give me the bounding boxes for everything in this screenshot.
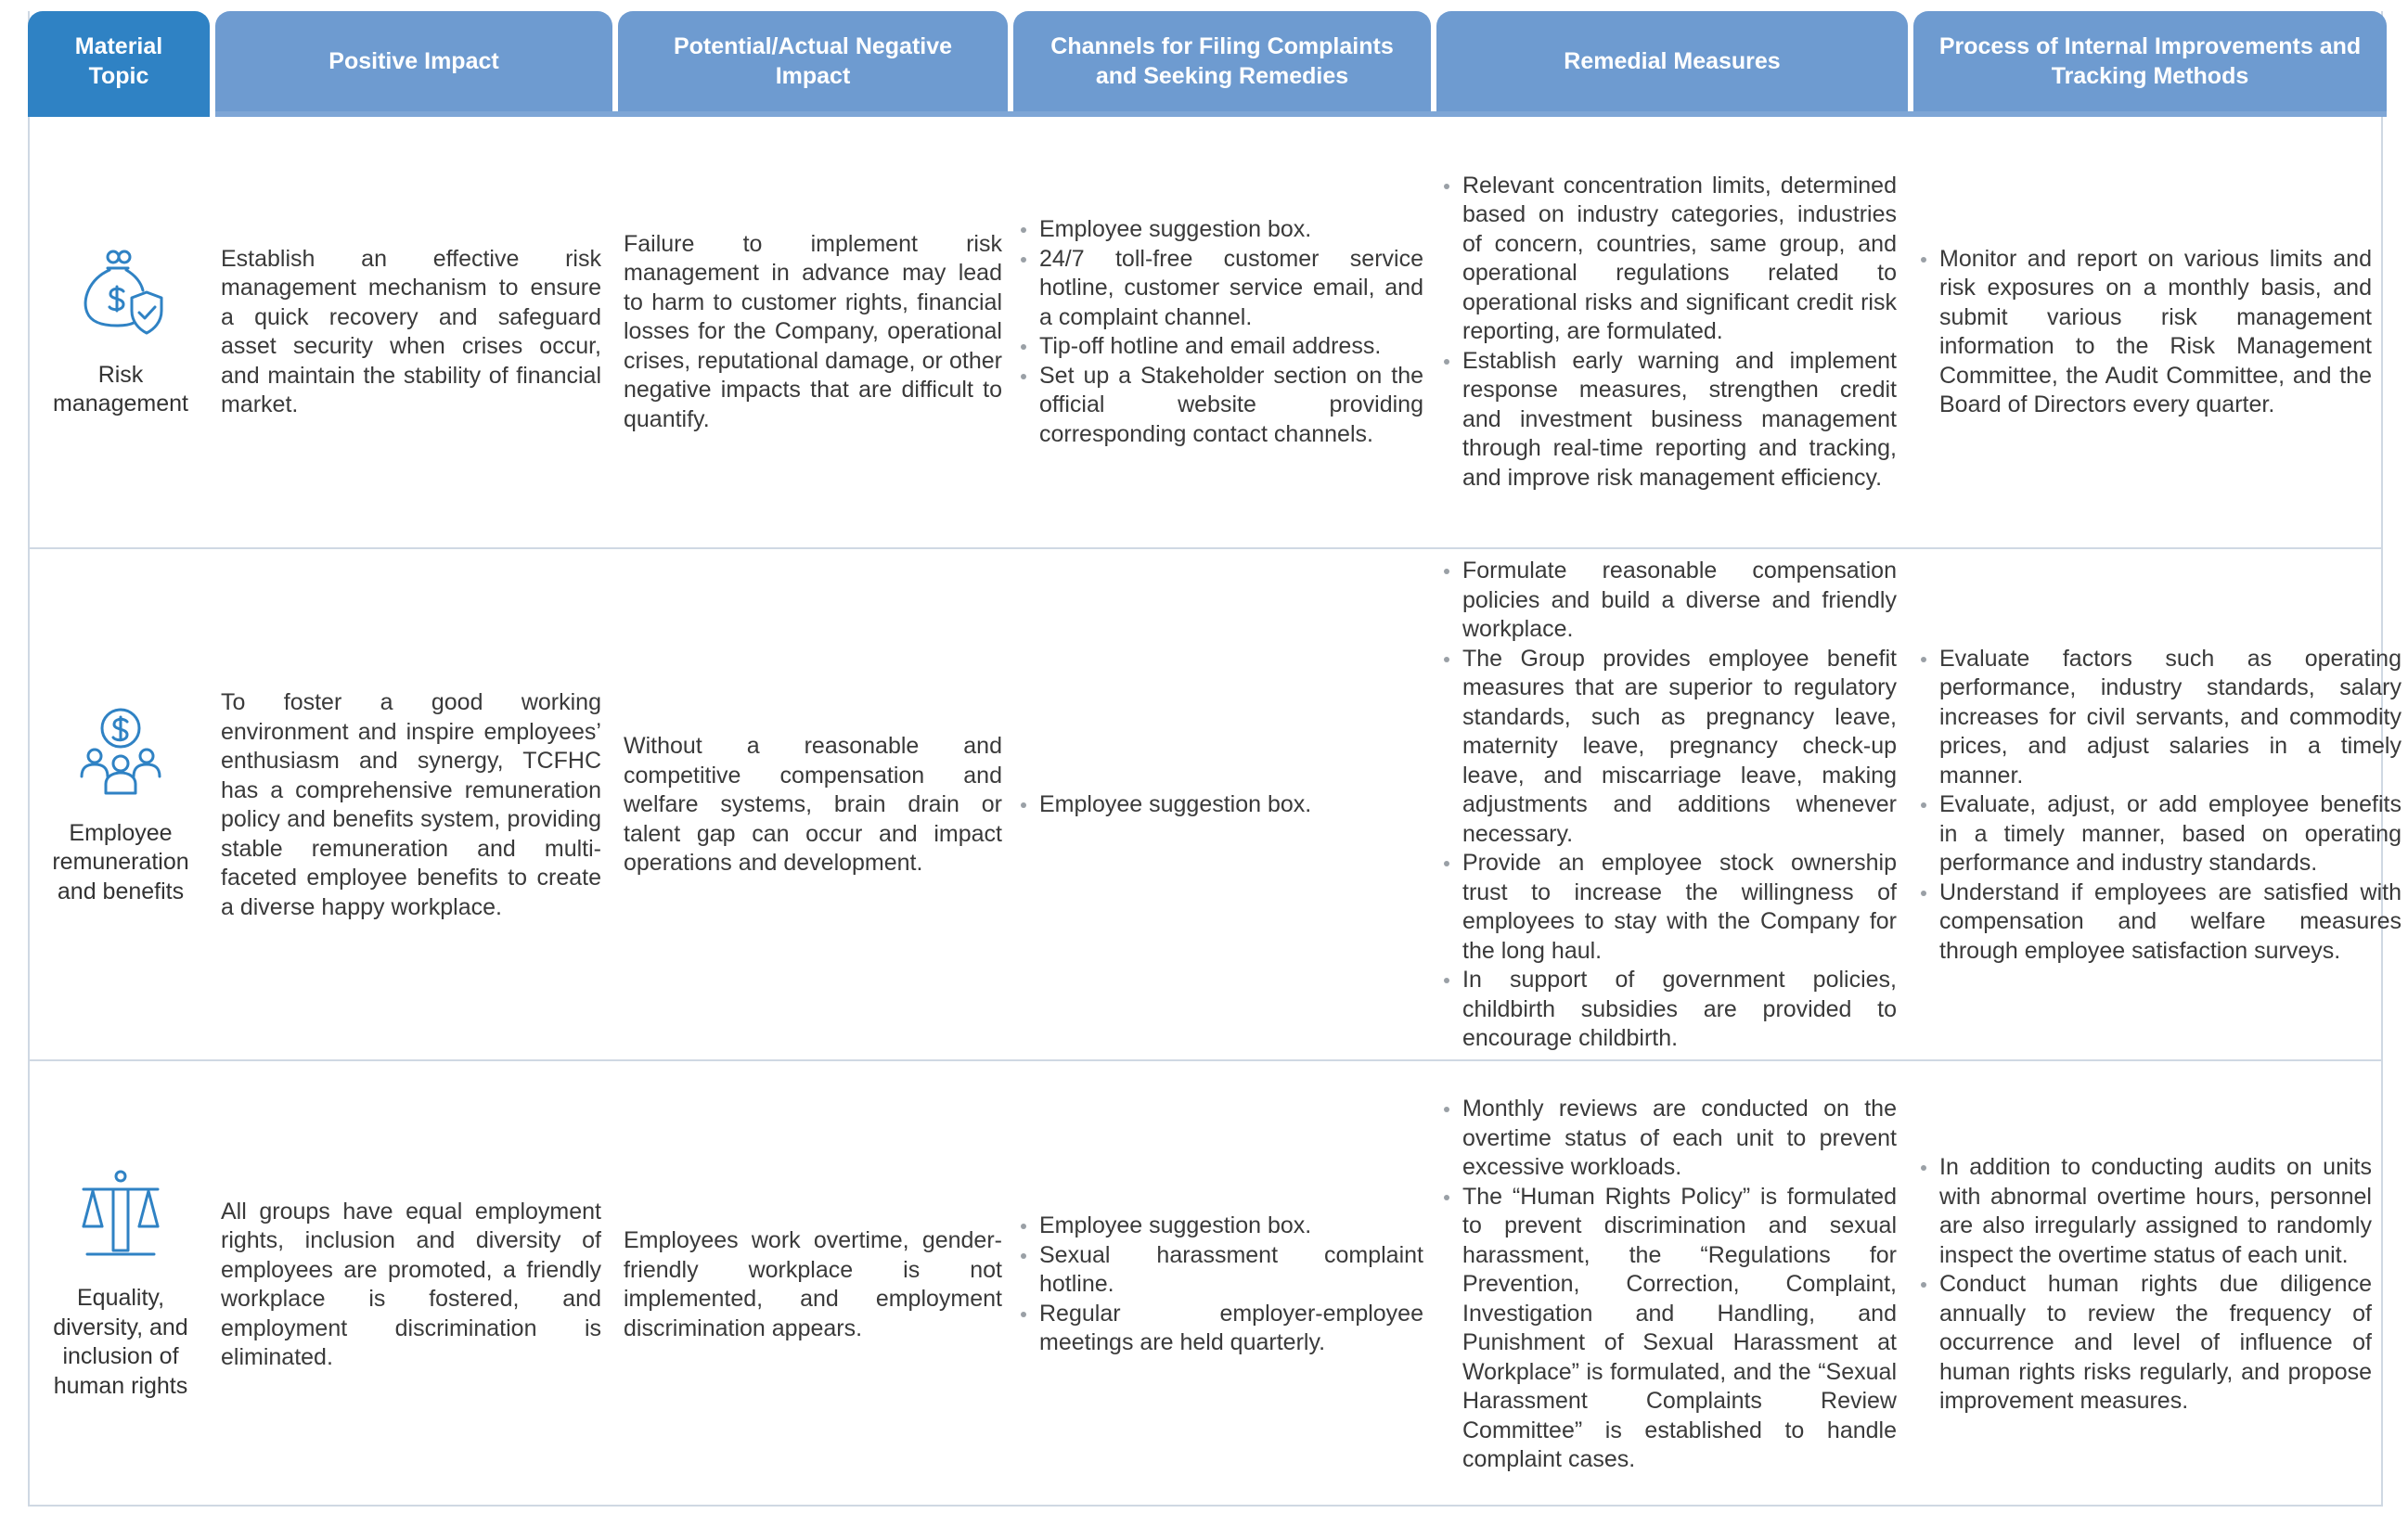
header-negative-impact: Potential/Actual Negative Impact bbox=[618, 11, 1008, 111]
header-positive-impact: Positive Impact bbox=[215, 11, 612, 111]
negative-impact-cell bbox=[624, 551, 1002, 1059]
list-item: Formulate reasonable compensation policies and build a diverse and friendly workplace. bbox=[1442, 557, 1897, 645]
tracking-list bbox=[1919, 245, 2372, 420]
list-item: Sexual harassment complaint hotline. bbox=[1019, 1241, 1423, 1300]
channels-cell bbox=[1019, 117, 1423, 547]
channels-cell bbox=[1019, 551, 1423, 1059]
balance-scale-icon bbox=[76, 1169, 165, 1262]
table-row bbox=[30, 1063, 2381, 1507]
positive-impact-cell bbox=[221, 117, 601, 547]
topic-label: Risk management bbox=[53, 361, 188, 417]
channels-cell bbox=[1019, 1063, 1423, 1507]
header-channels: Channels for Filing Complaints and Seeking Remedies bbox=[1013, 11, 1431, 111]
list-item: Employee suggestion box. bbox=[1019, 1212, 1423, 1241]
channels-list bbox=[1019, 215, 1423, 449]
remedial-cell bbox=[1442, 117, 1897, 547]
list-item: 24/7 toll-free customer service hotline, customer service email, and a complaint channel. bbox=[1019, 245, 1423, 333]
list-item: In support of government policies, childbirth subsidies are provided to encourage childbirth. bbox=[1442, 966, 1897, 1054]
negative-impact-text: Without a reasonable and competitive compensation and welfare systems, brain drain or talent gap can occur and impact operations and development. bbox=[624, 733, 1002, 877]
header-tracking-methods: Process of Internal Improvements and Tracking Methods bbox=[1913, 11, 2387, 111]
positive-impact-cell bbox=[221, 1063, 601, 1507]
employee-group-dollar-icon bbox=[76, 704, 165, 797]
remedial-list bbox=[1442, 172, 1897, 494]
material-topics-table bbox=[28, 11, 2402, 1507]
header-material-topic: Material Topic bbox=[28, 11, 210, 111]
list-item: Evaluate factors such as operating performance, industry standards, salary increases for civil servants, and commodity prices, and adjust salaries in a timely manner. bbox=[1919, 645, 2402, 791]
positive-impact-text: To foster a good working environment and inspire employees’ enthusiasm and synergy, TCFHC has a comprehensive remuneration policy and benefits system, providing stable remuneration and multi-faceted employee benefits to create a diverse happy workplace. bbox=[221, 689, 601, 920]
list-item: Understand if employees are satisfied with compensation and welfare measures through employee satisfaction surveys. bbox=[1919, 878, 2402, 967]
list-item: Conduct human rights due diligence annually to review the frequency of occurrence and level of influence of human rights risks regularly, and propose improvement measures. bbox=[1919, 1270, 2372, 1417]
list-item: In addition to conducting audits on units with abnormal overtime hours, personnel are also irregularly assigned to randomly inspect the overtime status of each unit. bbox=[1919, 1153, 2372, 1270]
positive-impact-text: All groups have equal employment rights, inclusion and diversity of employees are promoted, a friendly workplace is fostered, and employment discrimination is eliminated. bbox=[221, 1198, 601, 1370]
topic-label: Equality, diversity, and inclusion of human rights bbox=[53, 1285, 188, 1399]
tracking-cell bbox=[1919, 1063, 2372, 1507]
table-row bbox=[30, 117, 2381, 549]
negative-impact-cell bbox=[624, 117, 1002, 547]
negative-impact-cell bbox=[624, 1063, 1002, 1507]
channels-list bbox=[1019, 790, 1311, 820]
topic-label: Employee remuneration and benefits bbox=[52, 819, 189, 904]
remedial-list bbox=[1442, 557, 1897, 1054]
list-item: Establish early warning and implement response measures, strengthen credit and investment business management through real-time reporting and tracking, and improve risk management efficiency. bbox=[1442, 347, 1897, 494]
list-item: Relevant concentration limits, determined based on industry categories, industries of concern, countries, same group, and operational regulations related to operational risks and significant credit risk reporting, are formulated. bbox=[1442, 172, 1897, 347]
channels-list bbox=[1019, 1212, 1423, 1358]
list-item: The Group provides employee benefit measures that are superior to regulatory standards, such as pregnancy leave, maternity leave, pregnancy check-up leave, and miscarriage leave, making adjustments and additions whenever necessary. bbox=[1442, 645, 1897, 850]
list-item: The “Human Rights Policy” is formulated to prevent discrimination and sexual harassment, the “Regulations for Prevention, Correction, Complaint, Investigation and Handling, and Punishment of Sexual Harassment at Workplace” is formulated, and the “Sexual Harassment Complaints Review Committee” is established to handle complaint cases. bbox=[1442, 1183, 1897, 1475]
remedial-cell bbox=[1442, 551, 1897, 1059]
negative-impact-text: Failure to implement risk management in advance may lead to harm to customer rights, financial losses for the Company, operational crises, reputational damage, or other negative impacts that are difficult to quantify. bbox=[624, 230, 1002, 432]
list-item: Employee suggestion box. bbox=[1019, 215, 1423, 245]
tracking-cell bbox=[1919, 117, 2372, 547]
list-item: Monthly reviews are conducted on the overtime status of each unit to prevent excessive workloads. bbox=[1442, 1095, 1897, 1183]
money-bag-shield-icon bbox=[76, 246, 165, 339]
list-item: Monitor and report on various limits and risk exposures on a monthly basis, and submit various risk management information to the Risk Management Committee, the Audit Committee, and the Board of Directors every quarter. bbox=[1919, 245, 2372, 420]
topic-cell bbox=[30, 117, 212, 547]
table-header bbox=[30, 11, 2381, 111]
list-item: Evaluate, adjust, or add employee benefits in a timely manner, based on operating performance and industry standards. bbox=[1919, 790, 2402, 878]
list-item: Set up a Stakeholder section on the official website providing corresponding contact channels. bbox=[1019, 362, 1423, 450]
list-item: Tip-off hotline and email address. bbox=[1019, 332, 1423, 362]
positive-impact-cell bbox=[221, 551, 601, 1059]
topic-cell bbox=[30, 1063, 212, 1507]
tracking-list bbox=[1919, 1153, 2372, 1417]
negative-impact-text: Employees work overtime, gender-friendly workplace is not implemented, and employment discrimination appears. bbox=[624, 1227, 1002, 1341]
list-item: Provide an employee stock ownership trust to increase the willingness of employees to stay with the Company for the long haul. bbox=[1442, 849, 1897, 966]
table-row bbox=[30, 551, 2402, 1061]
topic-cell bbox=[30, 551, 212, 1059]
tracking-list bbox=[1919, 645, 2402, 967]
remedial-cell bbox=[1442, 1063, 1897, 1507]
positive-impact-text: Establish an effective risk management mechanism to ensure a quick recovery and safeguard asset security when crises occur, and maintain the stability of financial market. bbox=[221, 245, 601, 417]
header-remedial-measures: Remedial Measures bbox=[1436, 11, 1908, 111]
remedial-list bbox=[1442, 1095, 1897, 1475]
tracking-cell bbox=[1919, 551, 2402, 1059]
list-item: Regular employer-employee meetings are held quarterly. bbox=[1019, 1300, 1423, 1358]
list-item: Employee suggestion box. bbox=[1019, 790, 1311, 820]
